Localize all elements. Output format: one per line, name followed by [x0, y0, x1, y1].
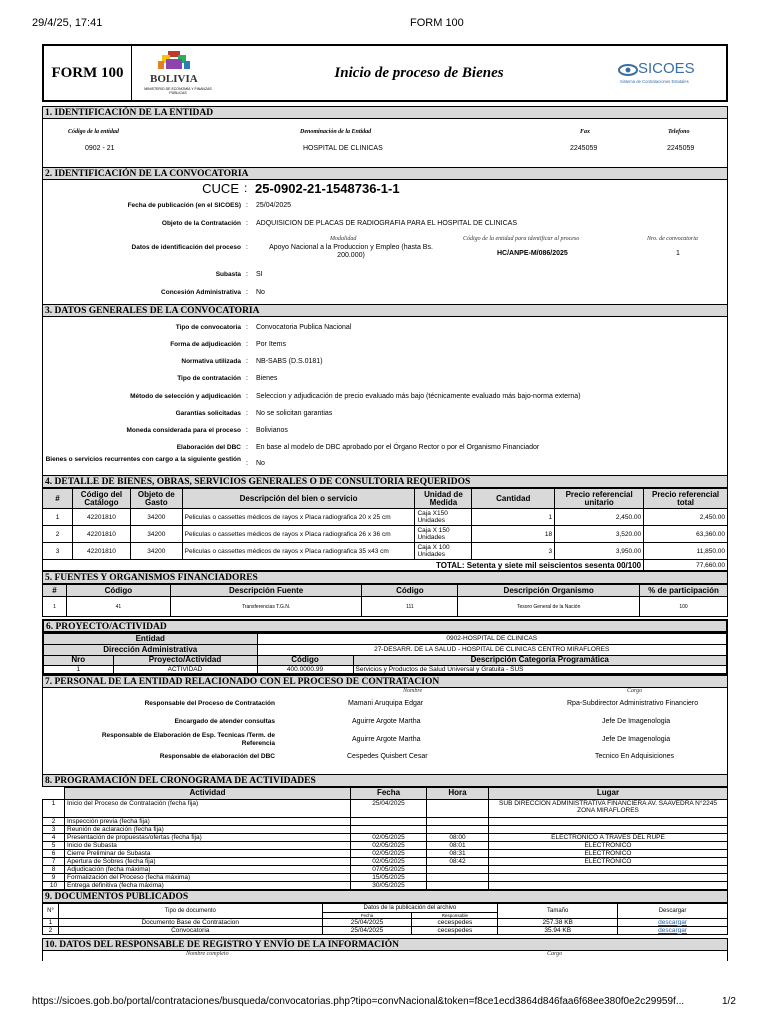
table-row	[43, 665, 727, 674]
col-organism-description: Descripción Organismo	[458, 585, 640, 597]
entity-name-header: Denominación de la Entidad	[300, 129, 372, 135]
page-number: 1/2	[722, 996, 736, 1007]
section-10-title: 10. DATOS DEL RESPONSABLE DE REGISTRO Y ENVÍO DE LA INFORMACIÓN	[42, 938, 728, 951]
col-size: Tamaño	[498, 903, 618, 918]
expense-object: 34200	[130, 526, 182, 543]
col-source-description: Descripción Fuente	[170, 585, 362, 597]
modality-header: Modalidad	[330, 236, 357, 242]
table-row: 7 Apertura de Sobres (fecha fija) 02/05/2025 08:42 ELECTRONICO	[43, 857, 728, 865]
col-number: Nro	[43, 655, 113, 665]
recurrent: No	[256, 460, 265, 467]
table-row: 1 Inicio del Proceso de Contratación (fecha fija) 25/04/2025 SUB DIRECCION ADMINISTRATIVA FINANCIERA AV. SAAVEDRA N°2245 ZONA MIRAFLORES	[43, 799, 728, 817]
activity-time	[427, 799, 489, 817]
section-8-title: 8. PROGRAMACIÓN DEL CRONOGRAMA DE ACTIVIDADES	[42, 774, 728, 787]
col-download: Descargar	[618, 903, 728, 918]
section-2-title: 2. IDENTIFICACIÓN DE LA CONVOCATORIA	[42, 167, 728, 180]
fax-header: Fax	[580, 129, 591, 135]
table-row: 4 Presentación de propuestas/ofertas (fecha fija) 02/05/2025 08:00 ELECTRONICO A TRAVES DEL RUPE	[43, 833, 728, 841]
document-date: 25/04/2025	[322, 926, 412, 934]
funding-table	[42, 584, 728, 617]
dbc-elaboration-label: Elaboración del DBC	[176, 444, 241, 451]
unit-price: 2,450.00	[555, 509, 644, 526]
award-form-label: Forma de adjudicación	[170, 341, 241, 348]
col-number: #	[43, 489, 73, 509]
item-description: Peliculas o cassettes médicos de rayos x Placa radiografica 26 x 36 cm	[182, 526, 415, 543]
process-responsible-name: Mamani Aruquipa Edgar	[348, 699, 424, 707]
table-row	[43, 543, 728, 560]
contract-object: ADQUISICION DE PLACAS DE RADIOGRAFIA PARA EL HOSPITAL DE CLINICAS	[256, 220, 518, 227]
items-table	[42, 488, 728, 571]
sicoes-logo	[616, 46, 726, 100]
activity: Inspección previa (fecha fija)	[65, 817, 351, 825]
document-responsible: cecespedes	[412, 926, 498, 934]
print-url: https://sicoes.gob.bo/portal/contrataciones/busqueda/convocatorias.php?tipo=convNacional&token=f8ce1ecd3864d846faa6f68ee380f0e2c29959f...	[32, 996, 685, 1007]
name-header: Nombre	[403, 687, 423, 694]
process-code: HC/ANPE-M/086/2025	[497, 250, 568, 257]
total-label: TOTAL: Setenta y siete mil seiscientos sesenta 00/100	[43, 560, 644, 571]
activity-place: SUB DIRECCION ADMINISTRATIVA FINANCIERA AV. SAAVEDRA N°2245 ZONA MIRAFLORES	[489, 799, 728, 817]
entity-value: 0902-HOSPITAL DE CLINICAS	[257, 633, 727, 644]
form-number: FORM 100	[44, 46, 132, 100]
col-date: Fecha	[351, 787, 427, 799]
entity-name: HOSPITAL DE CLINICAS	[303, 145, 383, 152]
total-price: 11,850.00	[644, 543, 728, 560]
currency: Bolivianos	[256, 427, 288, 434]
col-responsible: Responsable	[412, 912, 498, 918]
total-price: 2,450.00	[644, 509, 728, 526]
col-catalog-code: Código del Catálogo	[73, 489, 131, 509]
col-participation: % de participación	[640, 585, 728, 597]
col-number: #	[43, 585, 67, 597]
general-data: Tipo de convocatoria : Convocatoria Publica Nacional Forma de adjudicación : Por Items Normativa utilizada : NB-SABS (D.S.0181) Tipo de contratación : Bienes Método de selección y adjudicación : Seleccion y adjudicación de precio evaluado más bajo (técnicamente evaluado más bajo-norma externa) Garantías solicitadas : No se solicitan garantias Moneda considerada para el proceso : Bolivianos Elaboración del DBC : En base al modelo de DBC aprobado por el Órgano Rector o por el Organismo Financiador Bienes o servicios recurrentes con cargo a la siguiente gestión : No	[42, 317, 728, 475]
col-total-price: Precio referencial total	[644, 489, 728, 509]
section-4-title: 4. DETALLE DE BIENES, OBRAS, SERVICIOS GENERALES O DE CONSULTORIA REQUERIDOS	[42, 475, 728, 488]
contract-type-label: Tipo de contratación	[177, 375, 241, 382]
document-size: 35.94 KB	[498, 926, 618, 934]
participation: 100	[640, 597, 728, 617]
quantity: 3	[472, 543, 555, 560]
section-1-title: 1. IDENTIFICACIÓN DE LA ENTIDAD	[42, 106, 728, 119]
administrative-direction-label: Dirección Administrativa	[43, 644, 257, 655]
organism-description: Tesoro General de la Nación	[458, 597, 640, 617]
concession-label: Concesión Administrativa	[161, 289, 241, 296]
table-row: 2 Convocatoria 25/04/2025 cecespedes 35.94 KB descargar	[43, 926, 728, 934]
auction-value: SI	[256, 271, 263, 278]
col-publication-data: Datos de la publicación del archivo	[322, 903, 498, 912]
call-number-header: Nro. de convocatoria	[647, 236, 698, 242]
consultation-contact-position: Jefe De Imagenologia	[602, 717, 671, 725]
table-row: 3 Reunión de aclaración (fecha fija)	[43, 825, 728, 833]
entity-code-header: Código de la entidad	[68, 129, 119, 135]
col-expense-object: Objeto de Gasto	[130, 489, 182, 509]
activity: Adjudicación (fecha máxima)	[65, 865, 351, 873]
administrative-direction: 27-DESARR. DE LA SALUD - HOSPITAL DE CLINICAS CENTRO MIRAFLORES	[257, 644, 727, 655]
col-unit-price: Precio referencial unitario	[555, 489, 644, 509]
item-description: Peliculas o cassettes médicos de rayos x Placa radiografica 35 x43 cm	[182, 543, 415, 560]
programmatic-category: Servicios y Productos de Salud Universal y Gratuita - SUS	[353, 665, 727, 674]
download-link[interactable]: descargar	[658, 918, 687, 926]
col-code: Código	[257, 655, 353, 665]
col-time: Hora	[427, 787, 489, 799]
catalog-code: 42201810	[73, 543, 131, 560]
table-row	[43, 526, 728, 543]
table-row	[43, 509, 728, 526]
project-table	[42, 632, 728, 675]
table-row: 1 Documento Base de Contratacion 25/04/2025 cecespedes 257.38 KB descargar	[43, 918, 728, 926]
dbc-responsible-name: Cespedes Quisbert Cesar	[347, 752, 428, 760]
consultation-contact-label: Encargado de atender consultas	[174, 717, 275, 725]
unit-price: 3,950.00	[555, 543, 644, 560]
sicoes-logo-icon	[618, 63, 638, 77]
col-programmatic-category: Descripción Categoría Programática	[353, 655, 727, 665]
process-responsible-label: Responsable del Proceso de Contratación	[144, 699, 275, 707]
document-responsible: cecespedes	[412, 918, 498, 926]
total-price: 63,360.00	[644, 526, 728, 543]
call-identification: CUCE : 25-0902-21-1548736-1-1 Fecha de publicación (en el SICOES) : 25/04/2025 Objeto de la Contratación : ADQUISICION DE PLACAS DE RADIOGRAFIA PARA EL HOSPITAL DE CLINICAS Modalidad Código de la entidad para identificar al proceso Nro. de convocatoria Datos de identificación del proceso : Apoyo Nacional a la Produccion y Empleo (hasta Bs. 200.000) HC/ANPE-M/086/2025 1 Subasta : SI Concesión Administrativa : No	[42, 180, 728, 304]
col-unit: Unidad de Medida	[415, 489, 472, 509]
specs-responsible-position: Jefe De Imagenologia	[602, 735, 671, 743]
contract-object-label: Objeto de la Contratación	[161, 220, 241, 227]
catalog-code: 42201810	[73, 526, 131, 543]
source-description: Transferencias T.G.N.	[170, 597, 362, 617]
fax-value: 2245059	[570, 145, 598, 152]
print-doc-title: FORM 100	[410, 17, 464, 29]
call-number: 1	[676, 250, 680, 257]
publication-date: 25/04/2025	[256, 202, 292, 209]
documents-table	[42, 903, 728, 935]
activity: Entrega definitiva (fecha máxima)	[65, 881, 351, 889]
auction-label: Subasta	[215, 271, 241, 278]
bolivia-logo	[132, 46, 222, 100]
expense-object: 34200	[130, 543, 182, 560]
regulation-label: Normativa utilizada	[181, 358, 241, 365]
item-number: 1	[43, 509, 73, 526]
unit: Caja X150 Unidades	[415, 509, 472, 526]
table-row: 2 Inspección previa (fecha fija)	[43, 817, 728, 825]
ministry-name: MINISTERIO DE ECONOMÍA Y FINANZAS PÚBLICAS	[144, 87, 212, 95]
table-row: 5 Inicio de Subasta 02/05/2025 08:01 ELECTRONICO	[43, 841, 728, 849]
position-header: Cargo	[547, 950, 563, 957]
award-form: Por Items	[256, 341, 286, 348]
selection-method-label: Método de selección y adjudicación	[130, 393, 241, 400]
project-activity: ACTIVIDAD	[113, 665, 257, 674]
source-code: 41	[66, 597, 170, 617]
total-amount: 77,660.00	[644, 560, 728, 571]
guarantees-label: Garantías solicitadas	[175, 410, 241, 417]
activity: Inicio de Subasta	[65, 841, 351, 849]
document-type: Documento Base de Contratacion	[58, 918, 322, 926]
activity: Inicio del Proceso de Contratación (fecha fija)	[65, 799, 351, 817]
regulation: NB-SABS (D.S.0181)	[256, 358, 323, 365]
item-number: 3	[43, 543, 73, 560]
col-activity: Actividad	[65, 787, 351, 799]
currency-label: Moneda considerada para el proceso	[126, 427, 241, 434]
cuce-label: CUCE	[202, 181, 239, 196]
registry-responsible	[42, 951, 728, 961]
unit: Caja X 100 Unidades	[415, 543, 472, 560]
sicoes-wordmark: SICOES	[638, 60, 695, 77]
activity: Reunión de aclaración (fecha fija)	[65, 825, 351, 833]
item-number: 2	[43, 526, 73, 543]
quantity: 1	[472, 509, 555, 526]
section-9-title: 9. DOCUMENTOS PUBLICADOS	[42, 890, 728, 903]
document-type: Convocatoria	[58, 926, 322, 934]
section-6-title: 6. PROYECTO/ACTIVIDAD	[42, 619, 728, 632]
entity-identification	[42, 119, 728, 167]
entity-code: 0902 - 21	[85, 145, 115, 152]
quantity: 18	[472, 526, 555, 543]
organism-code: 111	[362, 597, 458, 617]
process-responsible-position: Rpa-Subdirector Administrativo Financiero	[567, 699, 699, 707]
personnel	[42, 688, 728, 774]
call-type: Convocatoria Publica Nacional	[256, 324, 352, 331]
table-row: 9 Formalización del Proceso (fecha máxima) 15/05/2025	[43, 873, 728, 881]
contract-type: Bienes	[256, 375, 278, 382]
form-page	[42, 44, 728, 961]
section-7-title: 7. PERSONAL DE LA ENTIDAD RELACIONADO CON EL PROCESO DE CONTRATACION	[42, 675, 728, 688]
table-row	[43, 597, 728, 617]
table-row: 10 Entrega definitiva (fecha máxima) 30/05/2025	[43, 881, 728, 889]
unit-price: 3,520.00	[555, 526, 644, 543]
specs-responsible-name: Aguirre Argote Martha	[352, 735, 421, 743]
section-5-title: 5. FUENTES Y ORGANISMOS FINANCIADORES	[42, 571, 728, 584]
col-quantity: Cantidad	[472, 489, 555, 509]
specs-responsible-label: Responsable de Elaboración de Esp. Tecnicas /Term. de Referencia	[101, 731, 275, 747]
activity-date: 25/04/2025	[351, 799, 427, 817]
table-row: 8 Adjudicación (fecha máxima) 07/05/2025	[43, 865, 728, 873]
schedule-table	[42, 787, 728, 890]
dbc-elaboration: En base al modelo de DBC aprobado por el Órgano Rector o por el Organismo Financiador	[256, 444, 540, 451]
activity: Cierre Preliminar de Subasta	[65, 849, 351, 857]
telephone-header: Telefono	[668, 129, 690, 135]
print-datetime: 29/4/25, 17:41	[32, 17, 103, 29]
recurrent-label: Bienes o servicios recurrentes con cargo a la siguiente gestión	[45, 456, 241, 463]
position-header: Cargo	[627, 687, 643, 694]
col-publication-date: Fecha	[322, 912, 412, 918]
catalog-code: 42201810	[73, 509, 131, 526]
full-name-header: Nombre completo	[186, 950, 229, 957]
col-document-type: Tipo de documento	[58, 903, 322, 918]
telephone-value: 2245059	[667, 145, 695, 152]
form-title: Inicio de proceso de Bienes	[334, 64, 504, 81]
col-number: N°	[43, 903, 59, 918]
document-size: 257.38 KB	[498, 918, 618, 926]
form-header	[42, 44, 728, 102]
col-place: Lugar	[489, 787, 728, 799]
call-type-label: Tipo de convocatoria	[175, 324, 241, 331]
dbc-responsible-label: Responsable de elaboración del DBC	[159, 752, 275, 760]
coat-of-arms-icon	[154, 49, 194, 73]
activity: Apertura de Sobres (fecha fija)	[65, 857, 351, 865]
modality-value: Apoyo Nacional a la Produccion y Empleo (hasta Bs. 200.000)	[269, 244, 433, 259]
download-link[interactable]: descargar	[658, 926, 687, 934]
process-code-header: Código de la entidad para identificar al proceso	[463, 236, 580, 242]
col-source-code: Código	[66, 585, 170, 597]
col-project: Proyecto/Actividad	[113, 655, 257, 665]
selection-method: Seleccion y adjudicación de precio evaluado más bajo (técnicamente evaluado más bajo-norma externa)	[256, 393, 581, 400]
funding-number: 1	[43, 597, 67, 617]
project-code: 400.0000.99	[257, 665, 353, 674]
unit: Caja X 150 Unidades	[415, 526, 472, 543]
concession-value: No	[256, 289, 265, 296]
guarantees: No se solicitan garantias	[256, 410, 333, 417]
consultation-contact-name: Aguirre Argote Martha	[352, 717, 421, 725]
item-description: Peliculas o cassettes médicos de rayos x Placa radiografica 20 x 25 cm	[182, 509, 415, 526]
process-data-label: Datos de identificación del proceso	[131, 244, 241, 251]
cuce-value: 25-0902-21-1548736-1-1	[255, 181, 400, 196]
entity-label: Entidad	[43, 633, 257, 644]
bolivia-wordmark: BOLIVIA	[150, 73, 198, 85]
sicoes-subtitle: Sistema de Contrataciones Estatales	[620, 79, 689, 84]
publication-date-label: Fecha de publicación (en el SICOES)	[127, 202, 241, 209]
table-row: 6 Cierre Preliminar de Subasta 02/05/2025 08:31 ELECTRONICO	[43, 849, 728, 857]
document-date: 25/04/2025	[322, 918, 412, 926]
expense-object: 34200	[130, 509, 182, 526]
project-number: 1	[43, 665, 113, 674]
activity: Formalización del Proceso (fecha máxima)	[65, 873, 351, 881]
dbc-responsible-position: Tecnico En Adquisiciones	[595, 752, 674, 760]
activity: Presentación de propuestas/ofertas (fecha fija)	[65, 833, 351, 841]
section-3-title: 3. DATOS GENERALES DE LA CONVOCATORIA	[42, 304, 728, 317]
col-description: Descripción del bien o servicio	[182, 489, 415, 509]
col-organism-code: Código	[362, 585, 458, 597]
